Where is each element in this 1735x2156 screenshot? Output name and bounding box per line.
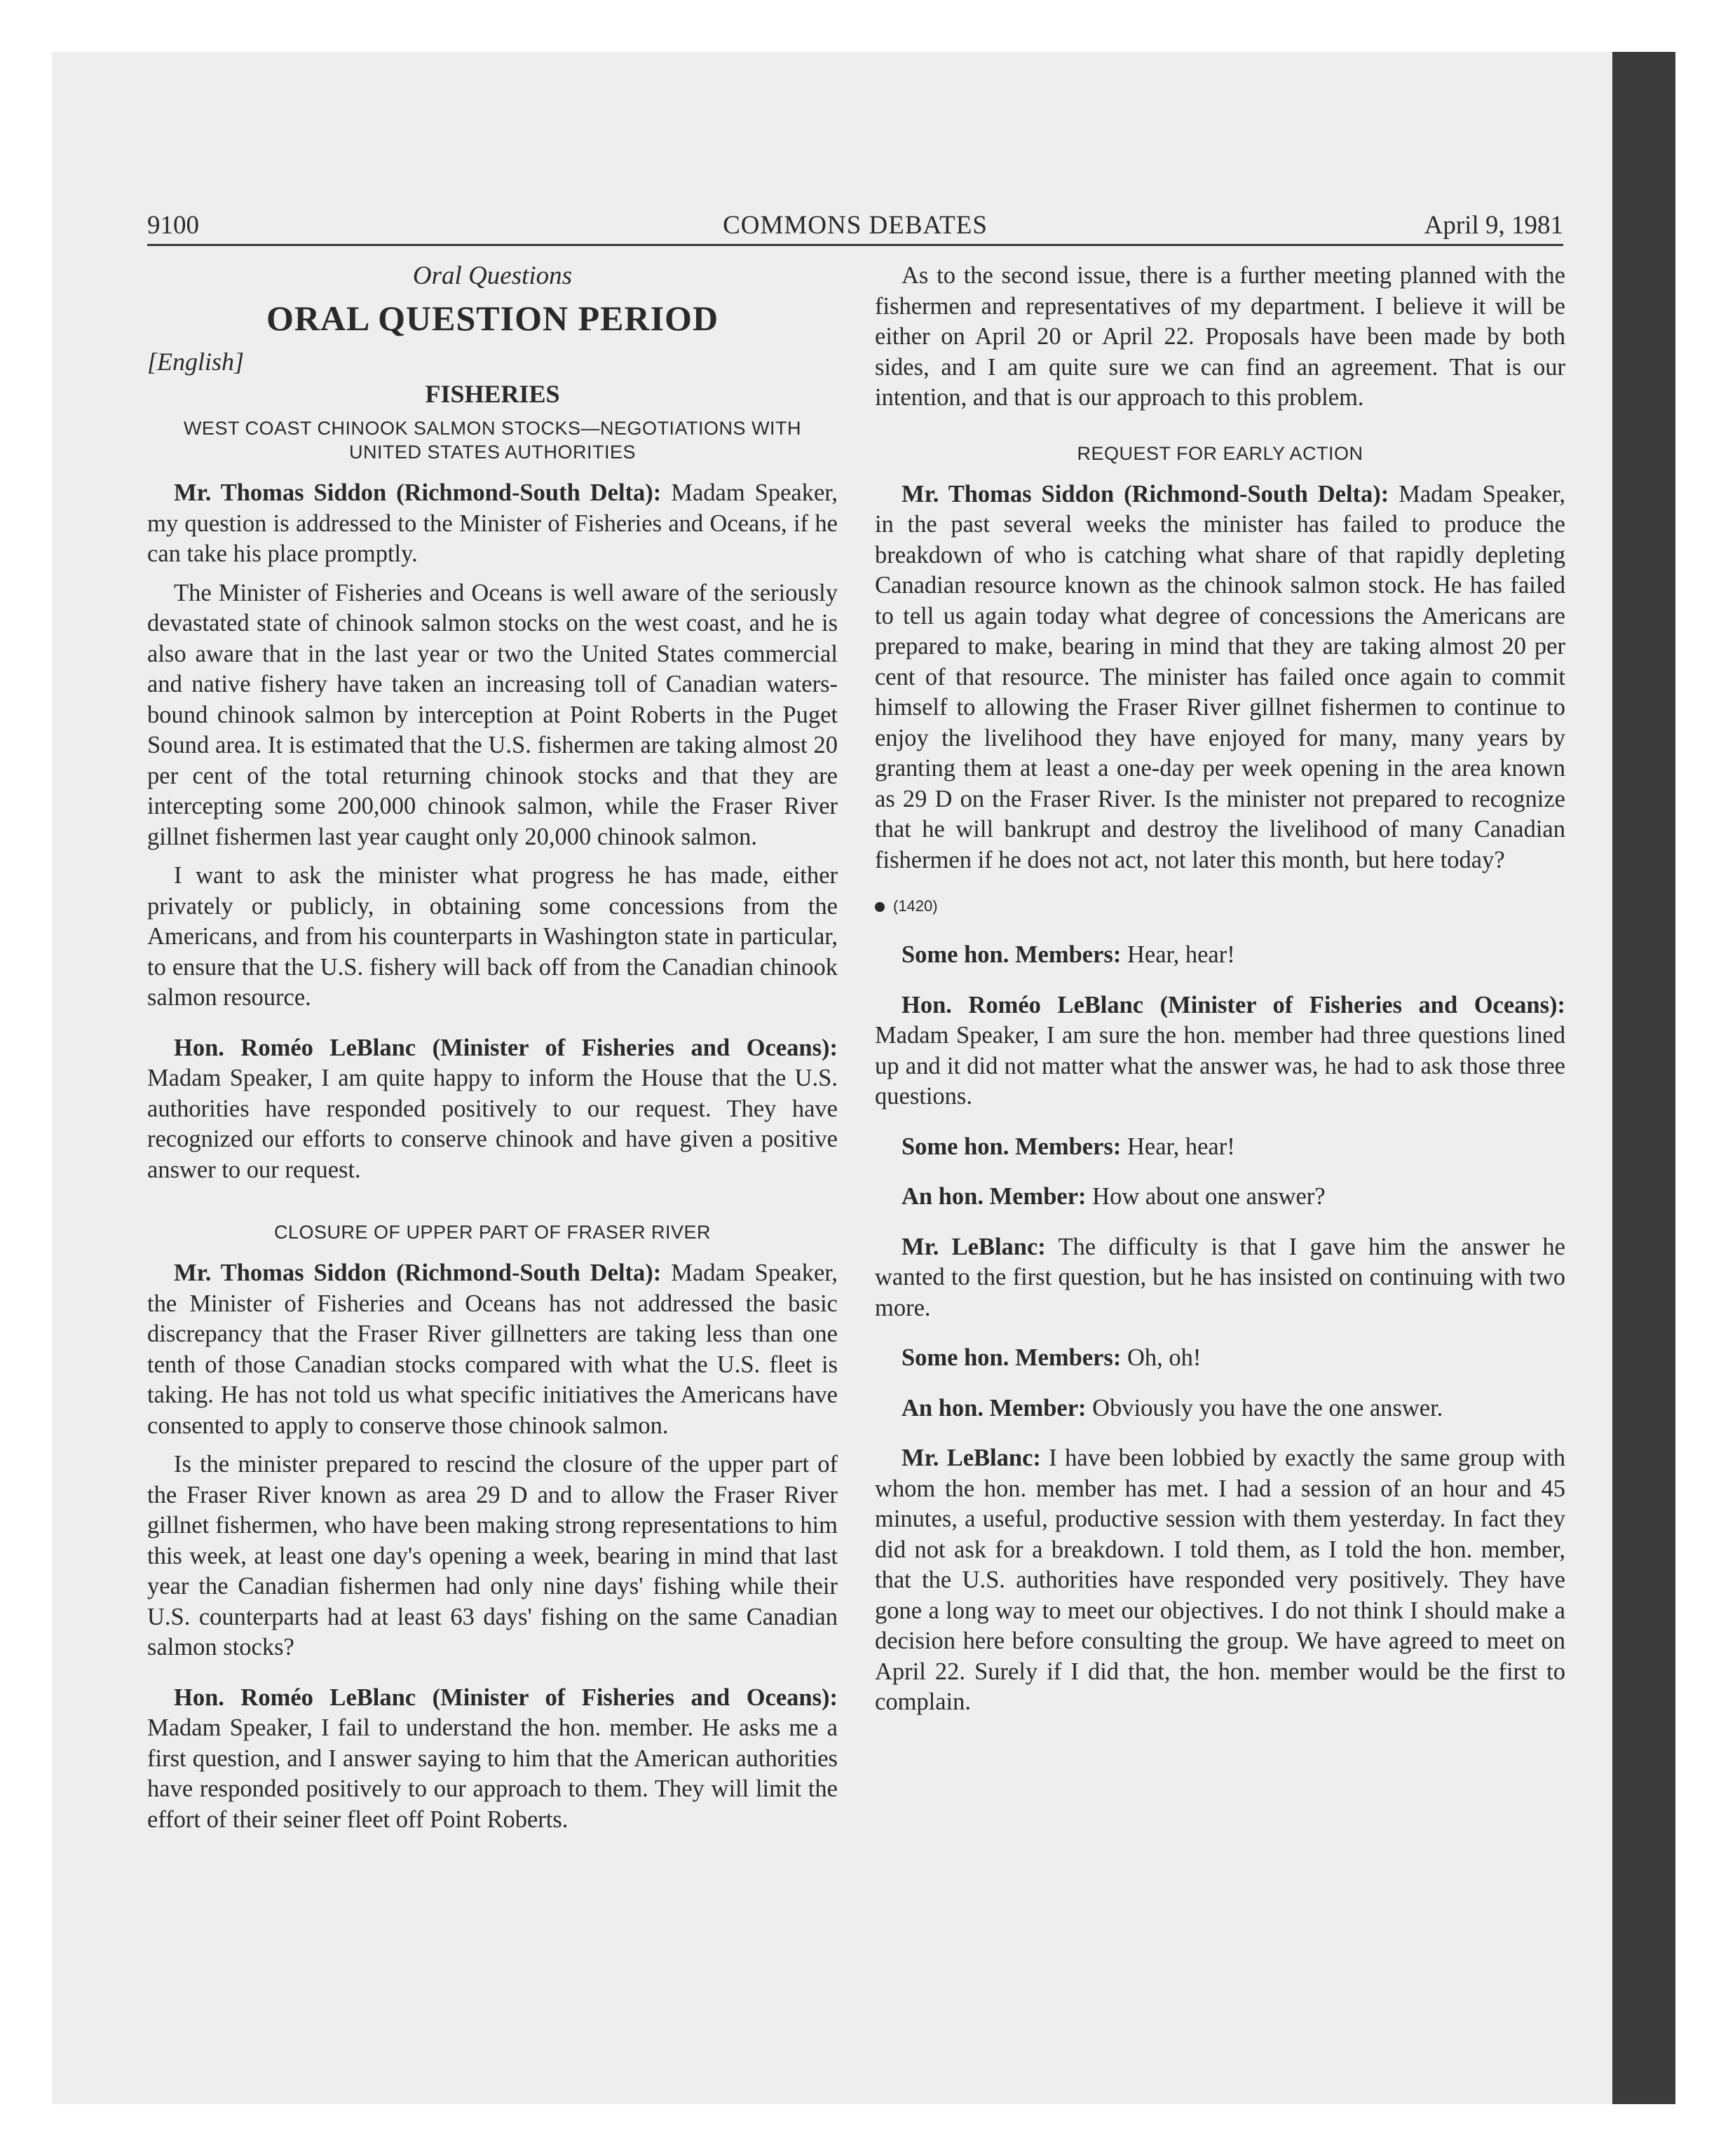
left-column bbox=[147, 261, 838, 1843]
speech-text: Madam Speaker, I am quite happy to inform the House that the U.S. authorities have responded positively to our request. They have recognized our efforts to conserve chinook and have given a positive answer to our request. bbox=[147, 1065, 838, 1183]
speaker-label: Some hon. Members: bbox=[901, 1133, 1122, 1160]
speech-paragraph bbox=[875, 479, 1565, 876]
right-column bbox=[875, 261, 1565, 1726]
speech-paragraph bbox=[875, 1443, 1565, 1718]
speech-paragraph bbox=[875, 1232, 1565, 1324]
speech-paragraph bbox=[147, 478, 838, 570]
speech-text: Oh, oh! bbox=[1127, 1344, 1202, 1371]
speech-text: Obviously you have the one answer. bbox=[1092, 1394, 1443, 1421]
language-marker: [English] bbox=[147, 348, 245, 376]
speaker-label: Hon. Roméo LeBlanc (Minister of Fisheries and Oceans): bbox=[901, 991, 1565, 1018]
speech-text: Madam Speaker, my question is addressed to the Minister of Fisheries and Oceans, if he can take his place promptly. bbox=[147, 479, 838, 567]
speaker-label: An hon. Member: bbox=[901, 1183, 1087, 1210]
speaker-label: Hon. Roméo LeBlanc (Minister of Fisheries and Oceans): bbox=[174, 1034, 838, 1061]
speech-text: The difficulty is that I gave him the answer he wanted to the first question, but he has insisted on continuing with two more. bbox=[875, 1233, 1565, 1321]
speaker-label: Mr. LeBlanc: bbox=[901, 1233, 1046, 1260]
speaker-label: Some hon. Members: bbox=[901, 1344, 1122, 1371]
speech-text: Hear, hear! bbox=[1127, 1133, 1235, 1160]
time-marker bbox=[875, 892, 1565, 920]
speaker-label: Mr. Thomas Siddon (Richmond-South Delta): bbox=[174, 479, 662, 506]
subject-heading: WEST COAST CHINOOK SALMON STOCKS—NEGOTIATIONS WITH UNITED STATES AUTHORITIES bbox=[183, 418, 802, 463]
speech-paragraph bbox=[875, 1343, 1565, 1374]
speech-text: Hear, hear! bbox=[1127, 941, 1235, 968]
binding-edge bbox=[1612, 52, 1675, 2104]
speech-paragraph bbox=[875, 990, 1565, 1112]
speech-paragraph bbox=[875, 1182, 1565, 1213]
timestamp: (1420) bbox=[893, 897, 938, 915]
speech-text: I have been lobbied by exactly the same group with whom the hon. member has met. I had a session of an hour and 45 minutes, a useful, productive session with them yesterday. In fact they did not ask for a breakdown. I told them, as I told the hon. member, that the U.S. authorities have responded very positively. They have gone a long way to meet our objectives. I do not think I should make a decision here before consulting the group. We have agreed to meet on April 22. Surely if I did that, the hon. member would be the first to complain. bbox=[875, 1445, 1565, 1715]
speech-paragraph bbox=[875, 1393, 1565, 1424]
running-header bbox=[147, 207, 1563, 246]
speech-text: Madam Speaker, the Minister of Fisheries and Oceans has not addressed the basic discrepancy that the Fraser River gillnetters are taking less than one tenth of those Canadian stocks compared with what the U.S. fleet is taking. He has not told us what specific initiatives the Americans have consented to apply to conserve those chinook salmon. bbox=[147, 1260, 838, 1439]
speech-text: How about one answer? bbox=[1092, 1183, 1326, 1210]
speech-paragraph: As to the second issue, there is a further meeting planned with the fishermen and representatives of my department. I believe it will be either on April 20 or April 22. Proposals have been made by both sides, and I am quite sure we can find an agreement. That is our intention, and that is our approach to this problem. bbox=[875, 262, 1565, 411]
bullet-icon bbox=[875, 902, 885, 912]
section-title: ORAL QUESTION PERIOD bbox=[266, 299, 719, 338]
speech-paragraph bbox=[875, 1132, 1565, 1163]
speech-paragraph bbox=[147, 1683, 838, 1836]
speech-paragraph: The Minister of Fisheries and Oceans is well aware of the seriously devastated state of chinook salmon stocks on the west coast, and he is also aware that in the last year or two the United States commercial and native fishery have taken an increasing toll of Canadian waters-bound chinook salmon by interception at Point Roberts in the Puget Sound area. It is estimated that the U.S. fishermen are taking almost 20 per cent of the total returning chinook stocks and that they are intercepting some 200,000 chinook salmon, while the Fraser River gillnet fishermen last year caught only 20,000 chinook salmon. bbox=[147, 579, 838, 850]
speech-text: Madam Speaker, I fail to understand the hon. member. He asks me a first question, and I answer saying to him that the American authorities have responded positively to our approach to them. They will limit the effort of their seiner fleet off Point Roberts. bbox=[147, 1714, 838, 1833]
speech-text: Madam Speaker, in the past several weeks the minister has failed to produce the breakdown of who is catching what share of that rapidly depleting Canadian resource known as the chinook salmon stock. He has failed to tell us again today what degree of concessions the Americans are prepared to make, bearing in mind that they are taking almost 20 per cent of that resource. The minister has failed once again to commit himself to allowing the Fraser River gillnet fishermen to continue to enjoy the livelihood they have enjoyed for many, many years by granting them at least a one-day per week opening in the area known as 29 D on the Fraser River. Is the minister not prepared to recognize that he will bankrupt and destroy the livelihood of many Canadian fishermen if he does not act, not later this month, but here today? bbox=[875, 480, 1566, 873]
speaker-label: Mr. Thomas Siddon (Richmond-South Delta): bbox=[901, 480, 1389, 507]
speech-paragraph: I want to ask the minister what progress he has made, either privately or publicly, in obtaining some concessions from the Americans, and from his counterparts in Washington state in particular, to ensure that the U.S. fishery will back off from the Canadian chinook salmon resource. bbox=[147, 862, 838, 1011]
subject-heading: CLOSURE OF UPPER PART OF FRASER RIVER bbox=[273, 1222, 712, 1243]
speaker-label: Mr. Thomas Siddon (Richmond-South Delta): bbox=[174, 1260, 662, 1286]
page-number: 9100 bbox=[147, 211, 199, 240]
speaker-label: Hon. Roméo LeBlanc (Minister of Fisheries and Oceans): bbox=[174, 1684, 838, 1711]
speech-paragraph bbox=[147, 1258, 838, 1441]
sitting-date: April 9, 1981 bbox=[1424, 211, 1563, 240]
publication-title: COMMONS DEBATES bbox=[723, 211, 988, 240]
speech-paragraph: Is the minister prepared to rescind the closure of the upper part of the Fraser River known as area 29 D and to allow the Fraser River gillnet fishermen, who have been making strong representations to him this week, at least one day's opening a week, bearing in mind that last year the Canadian fishermen had only nine days' fishing while their U.S. counterparts had at least 63 days' fishing on the same Canadian salmon stocks? bbox=[147, 1451, 838, 1660]
speaker-label: An hon. Member: bbox=[901, 1394, 1087, 1421]
subject-heading: REQUEST FOR EARLY ACTION bbox=[1077, 442, 1363, 464]
speaker-label: Mr. LeBlanc: bbox=[901, 1445, 1041, 1471]
speech-text: Madam Speaker, I am sure the hon. member had three questions lined up and it did not matter what the answer was, he had to ask those three questions. bbox=[875, 1022, 1565, 1110]
rubric: Oral Questions bbox=[412, 261, 573, 290]
speaker-label: Some hon. Members: bbox=[901, 941, 1122, 968]
speech-paragraph bbox=[875, 940, 1565, 971]
topic-heading: FISHERIES bbox=[425, 380, 560, 408]
speech-paragraph bbox=[147, 1033, 838, 1186]
